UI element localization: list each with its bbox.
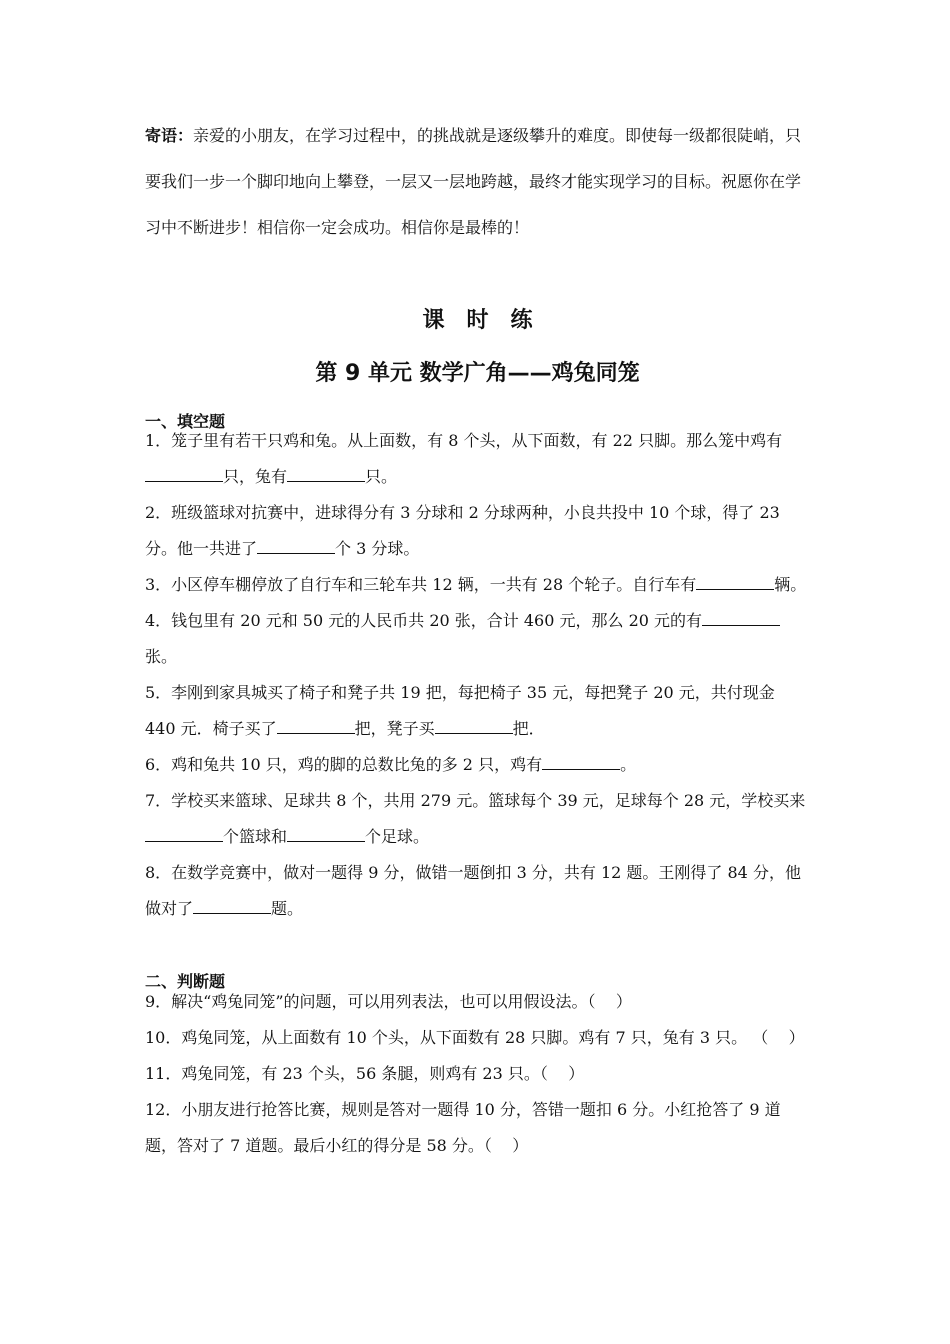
question-10 (145, 1020, 810, 1056)
judge-questions (145, 984, 810, 1164)
question-text: 个篮球和 (223, 827, 288, 846)
question-text: 。 (620, 755, 637, 774)
question-text: 把． (512, 719, 545, 738)
question-text: 只。 (365, 467, 398, 486)
answer-blank[interactable] (145, 467, 223, 482)
question-text: 12．小朋友进行抢答比赛，规则是答对一题得 10 分，答错一题扣 6 分。小红抢答了 9 道题，答对了 7 道题。最后小红的得分是 58 分。（ (145, 1100, 781, 1155)
question-11 (145, 1056, 810, 1092)
section-heading-fill-blank: 一、填空题 (145, 412, 226, 431)
answer-parentheses[interactable] (596, 984, 616, 1020)
question-1 (145, 423, 810, 495)
answer-blank[interactable] (702, 611, 780, 626)
question-text: 个足球。 (365, 827, 430, 846)
question-text: 10．鸡兔同笼，从上面数有 10 个头，从下面数有 28 只脚。鸡有 7 只，兔有 3 只。 （ (145, 1028, 769, 1047)
answer-parentheses[interactable] (548, 1056, 568, 1092)
question-12 (145, 1092, 810, 1164)
answer-blank[interactable] (145, 827, 223, 842)
answer-blank[interactable] (542, 755, 620, 770)
answer-blank[interactable] (257, 539, 335, 554)
question-7 (145, 783, 810, 855)
question-text: 11．鸡兔同笼，有 23 个头，56 条腿，则鸡有 23 只。（ (145, 1064, 548, 1083)
question-6 (145, 747, 810, 783)
answer-blank[interactable] (435, 719, 513, 734)
answer-blank[interactable] (287, 467, 365, 482)
question-3 (145, 567, 810, 603)
question-text: ） (568, 1064, 585, 1083)
question-text: 辆。 (774, 575, 807, 594)
question-text: 6．鸡和兔共 10 只，鸡的脚的总数比兔的多 2 只，鸡有 (145, 755, 543, 774)
question-text: 题。 (271, 899, 304, 918)
question-text: 把，凳子买 (354, 719, 435, 738)
question-text: ） (512, 1136, 529, 1155)
question-text: ） (615, 992, 632, 1011)
question-8 (145, 855, 810, 927)
answer-blank[interactable] (287, 827, 365, 842)
question-text: 2．班级篮球对抗赛中，进球得分有 3 分球和 2 分球两种，小良共投中 10 个球，得了 23 分。他一共进了 (145, 503, 780, 558)
question-text: ） (788, 1028, 805, 1047)
answer-blank[interactable] (193, 899, 271, 914)
question-text: 3．小区停车棚停放了自行车和三轮车共 12 辆，一共有 28 个轮子。自行车有 (145, 575, 697, 594)
answer-blank[interactable] (277, 719, 355, 734)
motto-paragraph (145, 113, 810, 251)
question-9 (145, 984, 810, 1020)
question-text: 只，兔有 (223, 467, 288, 486)
fill-blank-questions (145, 423, 810, 927)
motto-text: 亲爱的小朋友，在学习过程中，的挑战就是逐级攀升的难度。即使每一级都很陡峭，只要我们一步一个脚印地向上攀登，一层又一层地跨越，最终才能实现学习的目标。祝愿你在学习中不断进步！相信你一定会成功。相信你是最棒的！ (145, 126, 802, 237)
answer-parentheses[interactable] (768, 1020, 788, 1056)
question-text: 张。 (145, 647, 178, 666)
question-5 (145, 675, 810, 747)
question-4 (145, 603, 810, 675)
question-text: 4．钱包里有 20 元和 50 元的人民币共 20 张，合计 460 元，那么 20 元的有 (145, 611, 703, 630)
question-text: 7．学校买来篮球、足球共 8 个，共用 279 元。篮球每个 39 元，足球每个 28 元，学校买来 (145, 791, 806, 810)
question-text: 9．解决“鸡兔同笼”的问题，可以用列表法，也可以用假设法。（ (145, 992, 596, 1011)
page-title: 课时练 (422, 308, 555, 333)
motto-lead: 寄语： (145, 126, 194, 145)
answer-blank[interactable] (696, 575, 774, 590)
question-text: 个 3 分球。 (335, 539, 420, 558)
question-text: 8．在数学竞赛中，做对一题得 9 分，做错一题倒扣 3 分，共有 12 题。王刚得了 84 分，他做对了 (145, 863, 801, 918)
question-2 (145, 495, 810, 567)
section-heading-judge: 二、判断题 (145, 972, 226, 991)
page-subtitle: 第 9 单元 数学广角——鸡兔同笼 (315, 361, 640, 386)
question-text: 5．李刚到家具城买了椅子和凳子共 19 把，每把椅子 35 元，每把凳子 20 元，共付现金 440 元．椅子买了 (145, 683, 775, 738)
question-text: 1．笼子里有若干只鸡和兔。从上面数，有 8 个头，从下面数，有 22 只脚。那么笼中鸡有 (145, 431, 783, 450)
answer-parentheses[interactable] (492, 1128, 512, 1164)
